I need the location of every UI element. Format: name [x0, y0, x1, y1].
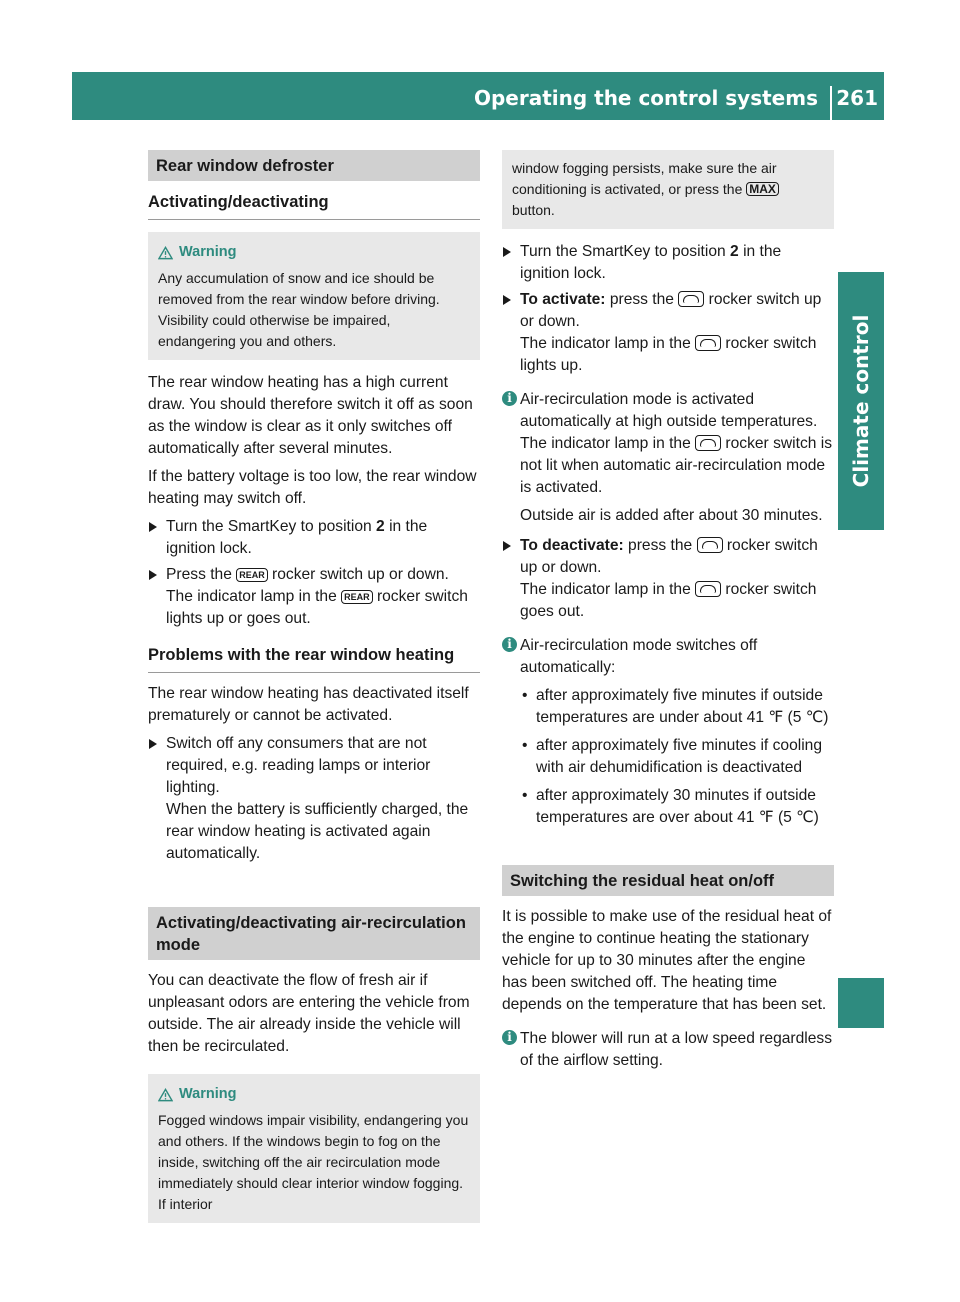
- step-arrow-icon: [503, 247, 511, 257]
- paragraph: If the battery voltage is too low, the rear window heating may switch off.: [148, 468, 477, 507]
- section-title-rear-window-defroster: Rear window defroster: [148, 150, 480, 181]
- info-text: Outside air is added after about 30 minutes.: [520, 507, 823, 524]
- bullet-item: [520, 735, 834, 779]
- bullet-icon: •: [522, 787, 528, 804]
- bullet-text: after approximately five minutes if outside temperatures are under about 41 ℉ (5 ℃): [536, 687, 829, 726]
- info-text: rocker switch is not lit when automatic air-recirculation mode is activated.: [520, 435, 833, 496]
- air-recirculation-icon: [695, 435, 721, 451]
- step-text: rocker switch up or down.: [267, 566, 449, 583]
- warning-triangle-icon: [158, 246, 173, 260]
- page-header-title: Operating the control systems: [473, 86, 818, 110]
- step-text: rocker switch up or down.: [520, 537, 818, 576]
- warning-triangle-icon: [158, 1088, 173, 1102]
- warning-text: Fogged windows impair visibility, endangering you and others. If the windows begin to fog on the inside, switching off the air recirculation mode immediately should clear interior window fogging. If interior: [158, 1112, 469, 1212]
- warning-box: [148, 232, 480, 360]
- rear-defroster-icon: REAR: [341, 590, 373, 604]
- max-cooling-icon: MAX: [746, 182, 779, 196]
- chapter-marker: [838, 978, 884, 1028]
- air-recirculation-icon: [695, 335, 721, 351]
- position-number: 2: [730, 243, 739, 260]
- bullet-text: after approximately five minutes if cooling with air dehumidification is deactivated: [536, 737, 823, 776]
- chapter-tab: [838, 272, 884, 530]
- step-arrow-icon: [149, 570, 157, 580]
- section-title-air-recirculation: Activating/deactivating air-recirculation mode: [148, 907, 480, 960]
- bullet-item: [520, 685, 834, 729]
- paragraph: The rear window heating has a high current draw. You should therefore switch it off as soon as the window is clear as it only switches off automatically after several minutes.: [148, 374, 473, 457]
- air-recirculation-icon: [695, 581, 721, 597]
- info-text: Air-recirculation mode switches off automatically:: [520, 637, 758, 676]
- step-text: press the: [623, 537, 697, 554]
- step-label: To deactivate:: [520, 537, 624, 554]
- step-item: [148, 733, 480, 865]
- step-item: [502, 289, 834, 377]
- position-number: 2: [376, 518, 385, 535]
- info-text: The blower will run at a low speed regardless of the airflow setting.: [520, 1030, 833, 1069]
- step-item: [502, 241, 834, 285]
- rear-defroster-icon: REAR: [236, 568, 268, 582]
- bullet-icon: •: [522, 687, 528, 704]
- air-recirculation-icon: [678, 291, 704, 307]
- step-text: The indicator lamp in the: [520, 581, 696, 598]
- step-text: in the ignition lock.: [166, 518, 428, 557]
- paragraph: You can deactivate the flow of fresh air if unpleasant odors are entering the vehicle from outside. The air already inside the vehicle will then be recirculated.: [148, 972, 470, 1055]
- step-item: [148, 564, 480, 630]
- step-text: Turn the SmartKey to position: [166, 518, 377, 535]
- subsection-title-activating: Activating/deactivating: [148, 181, 480, 220]
- step-text: Press the: [166, 566, 237, 583]
- subsection-title-problems: Problems with the rear window heating: [148, 634, 480, 673]
- warning-box-continued: [502, 150, 834, 229]
- step-text: in the ignition lock.: [520, 243, 782, 282]
- step-arrow-icon: [149, 522, 157, 532]
- warning-text: window fogging persists, make sure the air conditioning is activated, or press the: [512, 160, 777, 197]
- step-text: press the: [605, 291, 679, 308]
- bullet-icon: •: [522, 737, 528, 754]
- section-title-residual-heat: Switching the residual heat on/off: [502, 865, 834, 896]
- right-column: [502, 150, 834, 1072]
- header-divider: [830, 86, 832, 120]
- info-icon: i: [502, 1030, 517, 1045]
- left-column: [148, 150, 480, 1223]
- step-arrow-icon: [503, 541, 511, 551]
- page-number: 261: [836, 86, 878, 110]
- warning-box: [148, 1074, 480, 1223]
- warning-text: Any accumulation of snow and ice should be removed from the rear window before driving. Visibility could otherwise be impaired, endangering you and others.: [158, 270, 440, 349]
- warning-header: [158, 1084, 470, 1105]
- step-label: To activate:: [520, 291, 606, 308]
- air-recirculation-icon: [697, 537, 723, 553]
- bullet-text: after approximately 30 minutes if outside temperatures are over about 41 ℉ (5 ℃): [536, 787, 819, 826]
- paragraph: The rear window heating has deactivated itself prematurely or cannot be activated.: [148, 685, 469, 724]
- step-text: Switch off any consumers that are not required, e.g. reading lamps or interior lighting.: [166, 735, 431, 796]
- step-arrow-icon: [149, 739, 157, 749]
- step-item: [148, 516, 480, 560]
- info-note: [502, 635, 834, 829]
- info-note: [502, 1028, 834, 1072]
- step-arrow-icon: [503, 295, 511, 305]
- step-text: rocker switch lights up.: [520, 335, 817, 374]
- chapter-tab-label: Climate control: [849, 314, 873, 488]
- header-bar: [72, 72, 884, 120]
- warning-label: Warning: [179, 1086, 237, 1102]
- warning-label: Warning: [179, 244, 237, 260]
- warning-text: button.: [512, 202, 555, 218]
- step-text: rocker switch lights up or goes out.: [166, 588, 468, 627]
- step-text: The indicator lamp in the: [520, 335, 696, 352]
- step-text: rocker switch goes out.: [520, 581, 817, 620]
- step-text: When the battery is sufficiently charged, the rear window heating is activated again automatically.: [166, 801, 469, 862]
- step-item: [502, 535, 834, 623]
- step-text: rocker switch up or down.: [520, 291, 822, 330]
- info-icon: i: [502, 637, 517, 652]
- step-text: Turn the SmartKey to position: [520, 243, 731, 260]
- bullet-item: [520, 785, 834, 829]
- step-text: The indicator lamp in the: [166, 588, 342, 605]
- info-note: [502, 389, 834, 527]
- info-text: Air-recirculation mode is activated automatically at high outside temperatures. The indicator lamp in the: [520, 391, 818, 452]
- info-icon: i: [502, 391, 517, 406]
- paragraph: It is possible to make use of the residual heat of the engine to continue heating the stationary vehicle for up to 30 minutes after the engine has been switched off. The heating time depends on the temperature that has been set.: [502, 908, 832, 1013]
- warning-header: [158, 242, 470, 263]
